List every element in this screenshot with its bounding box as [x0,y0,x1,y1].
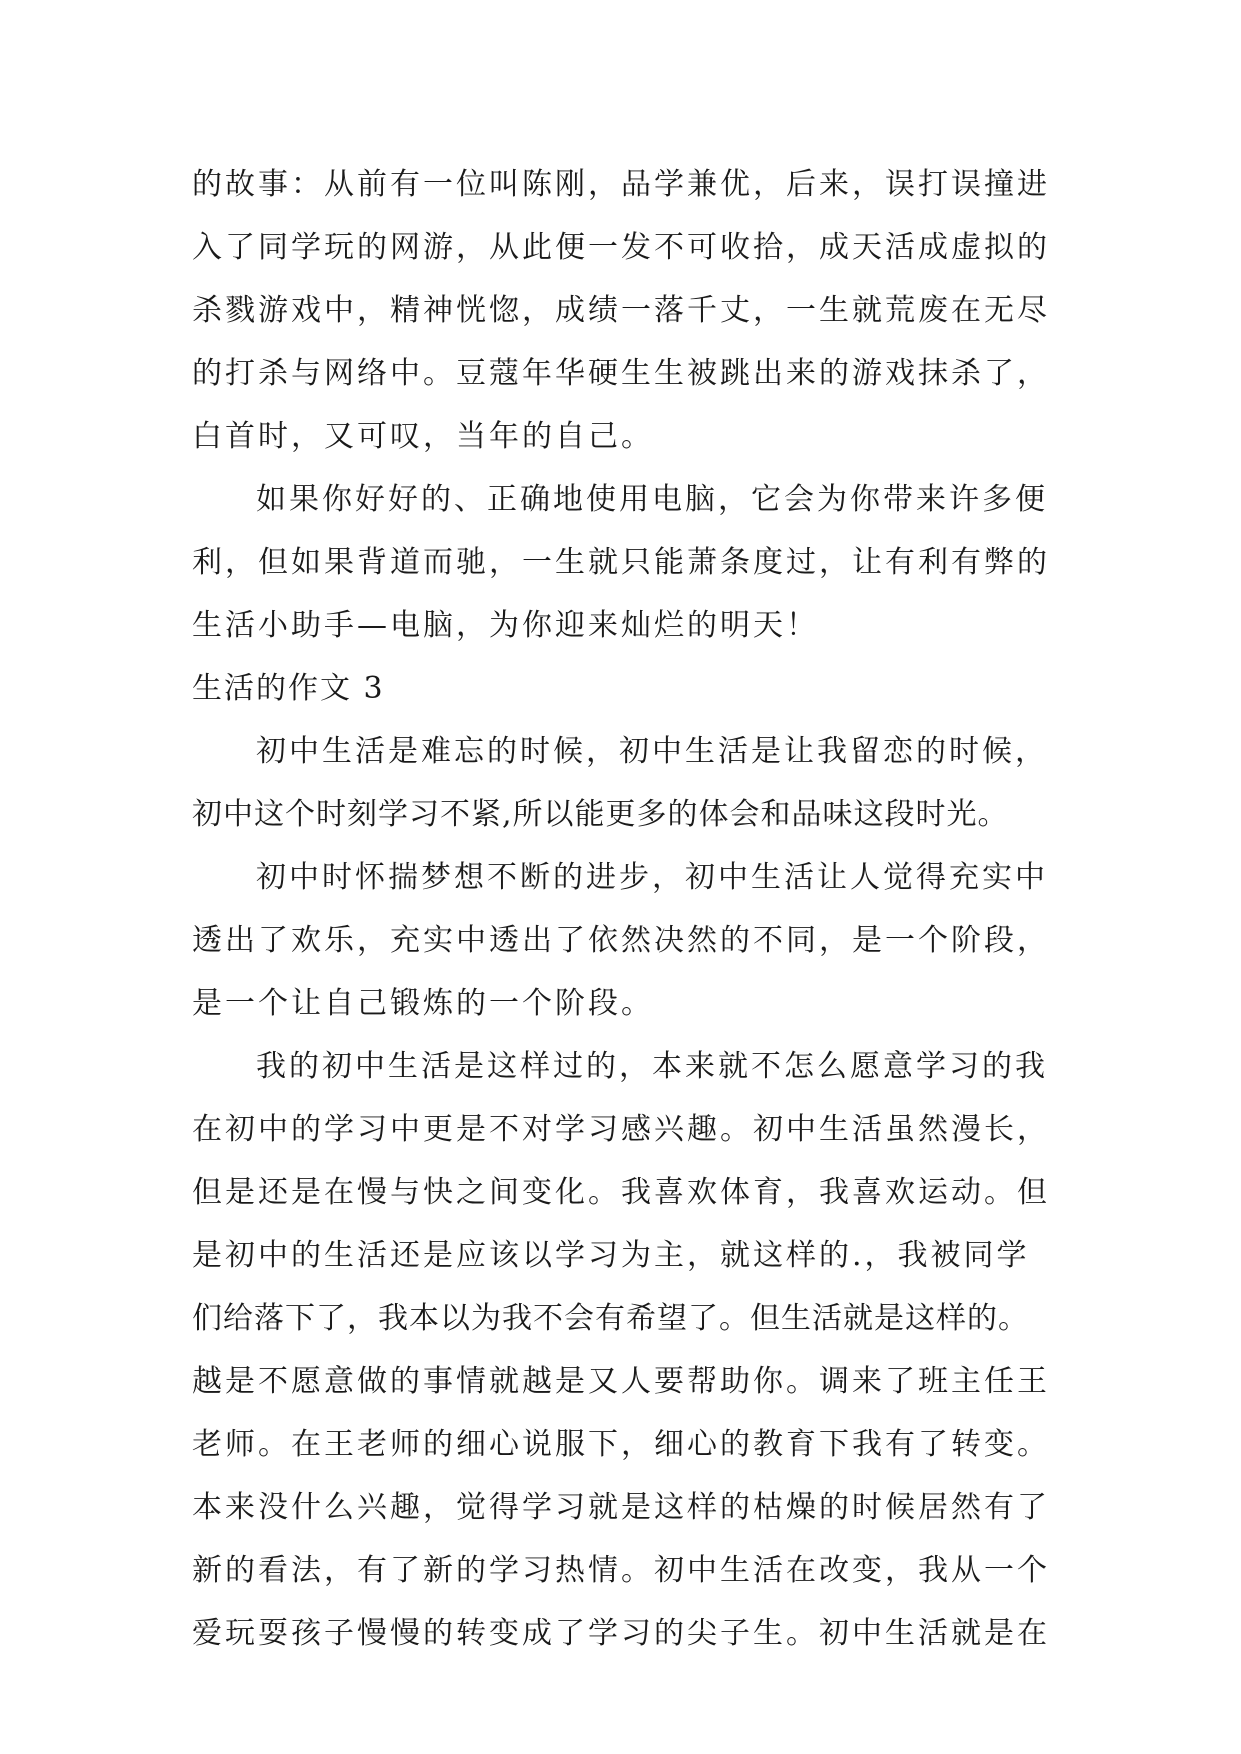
text-line: 但是还是在慢与快之间变化。我喜欢体育，我喜欢运动。但 [192,1175,1050,1210]
text-line: 新的看法，有了新的学习热情。初中生活在改变，我从一个 [192,1553,1050,1588]
text-line: 老师。在王老师的细心说服下，细心的教育下我有了转变。 [192,1427,1050,1462]
text-line: 的打杀与网络中。豆蔻年华硬生生被跳出来的游戏抹杀了， [192,356,1050,391]
text-line: 生活小助手—电脑，为你迎来灿烂的明天！ [192,608,819,643]
text-line: 是初中的生活还是应该以学习为主，就这样的.，我被同学 [192,1238,1030,1273]
section-heading: 生活的作文 3 [192,671,385,706]
text-line: 越是不愿意做的事情就越是又人要帮助你。调来了班主任王 [192,1364,1050,1399]
paragraph-start: 我的初中生活是这样过的，本来就不怎么愿意学习的我 [256,1049,1048,1084]
text-line: 本来没什么兴趣，觉得学习就是这样的枯燥的时候居然有了 [192,1490,1050,1525]
text-line: 在初中的学习中更是不对学习感兴趣。初中生活虽然漫长， [192,1112,1050,1147]
paragraph-start: 初中时怀揣梦想不断的进步，初中生活让人觉得充实中 [256,860,1048,895]
text-line: 透出了欢乐，充实中透出了依然决然的不同，是一个阶段， [192,923,1050,958]
text-line: 杀戮游戏中，精神恍惚，成绩一落千丈，一生就荒废在无尽 [192,293,1050,328]
paragraph-start: 初中生活是难忘的时候，初中生活是让我留恋的时候， [256,734,1048,769]
text-line: 的故事：从前有一位叫陈刚，品学兼优，后来，误打误撞进 [192,167,1050,202]
paragraph-start: 如果你好好的、正确地使用电脑，它会为你带来许多便 [256,482,1048,517]
text-line: 是一个让自己锻炼的一个阶段。 [192,986,654,1021]
text-line: 利，但如果背道而驰，一生就只能萧条度过，让有利有弊的 [192,545,1050,580]
text-line: 初中这个时刻学习不紧,所以能更多的体会和品味这段时光。 [192,797,1009,832]
text-line: 们给落下了，我本以为我不会有希望了。但生活就是这样的。 [192,1301,1029,1336]
text-line: 入了同学玩的网游，从此便一发不可收拾，成天活成虚拟的 [192,230,1050,265]
text-line: 白首时，又可叹，当年的自己。 [192,419,654,454]
text-line: 爱玩耍孩子慢慢的转变成了学习的尖子生。初中生活就是在 [192,1616,1050,1651]
